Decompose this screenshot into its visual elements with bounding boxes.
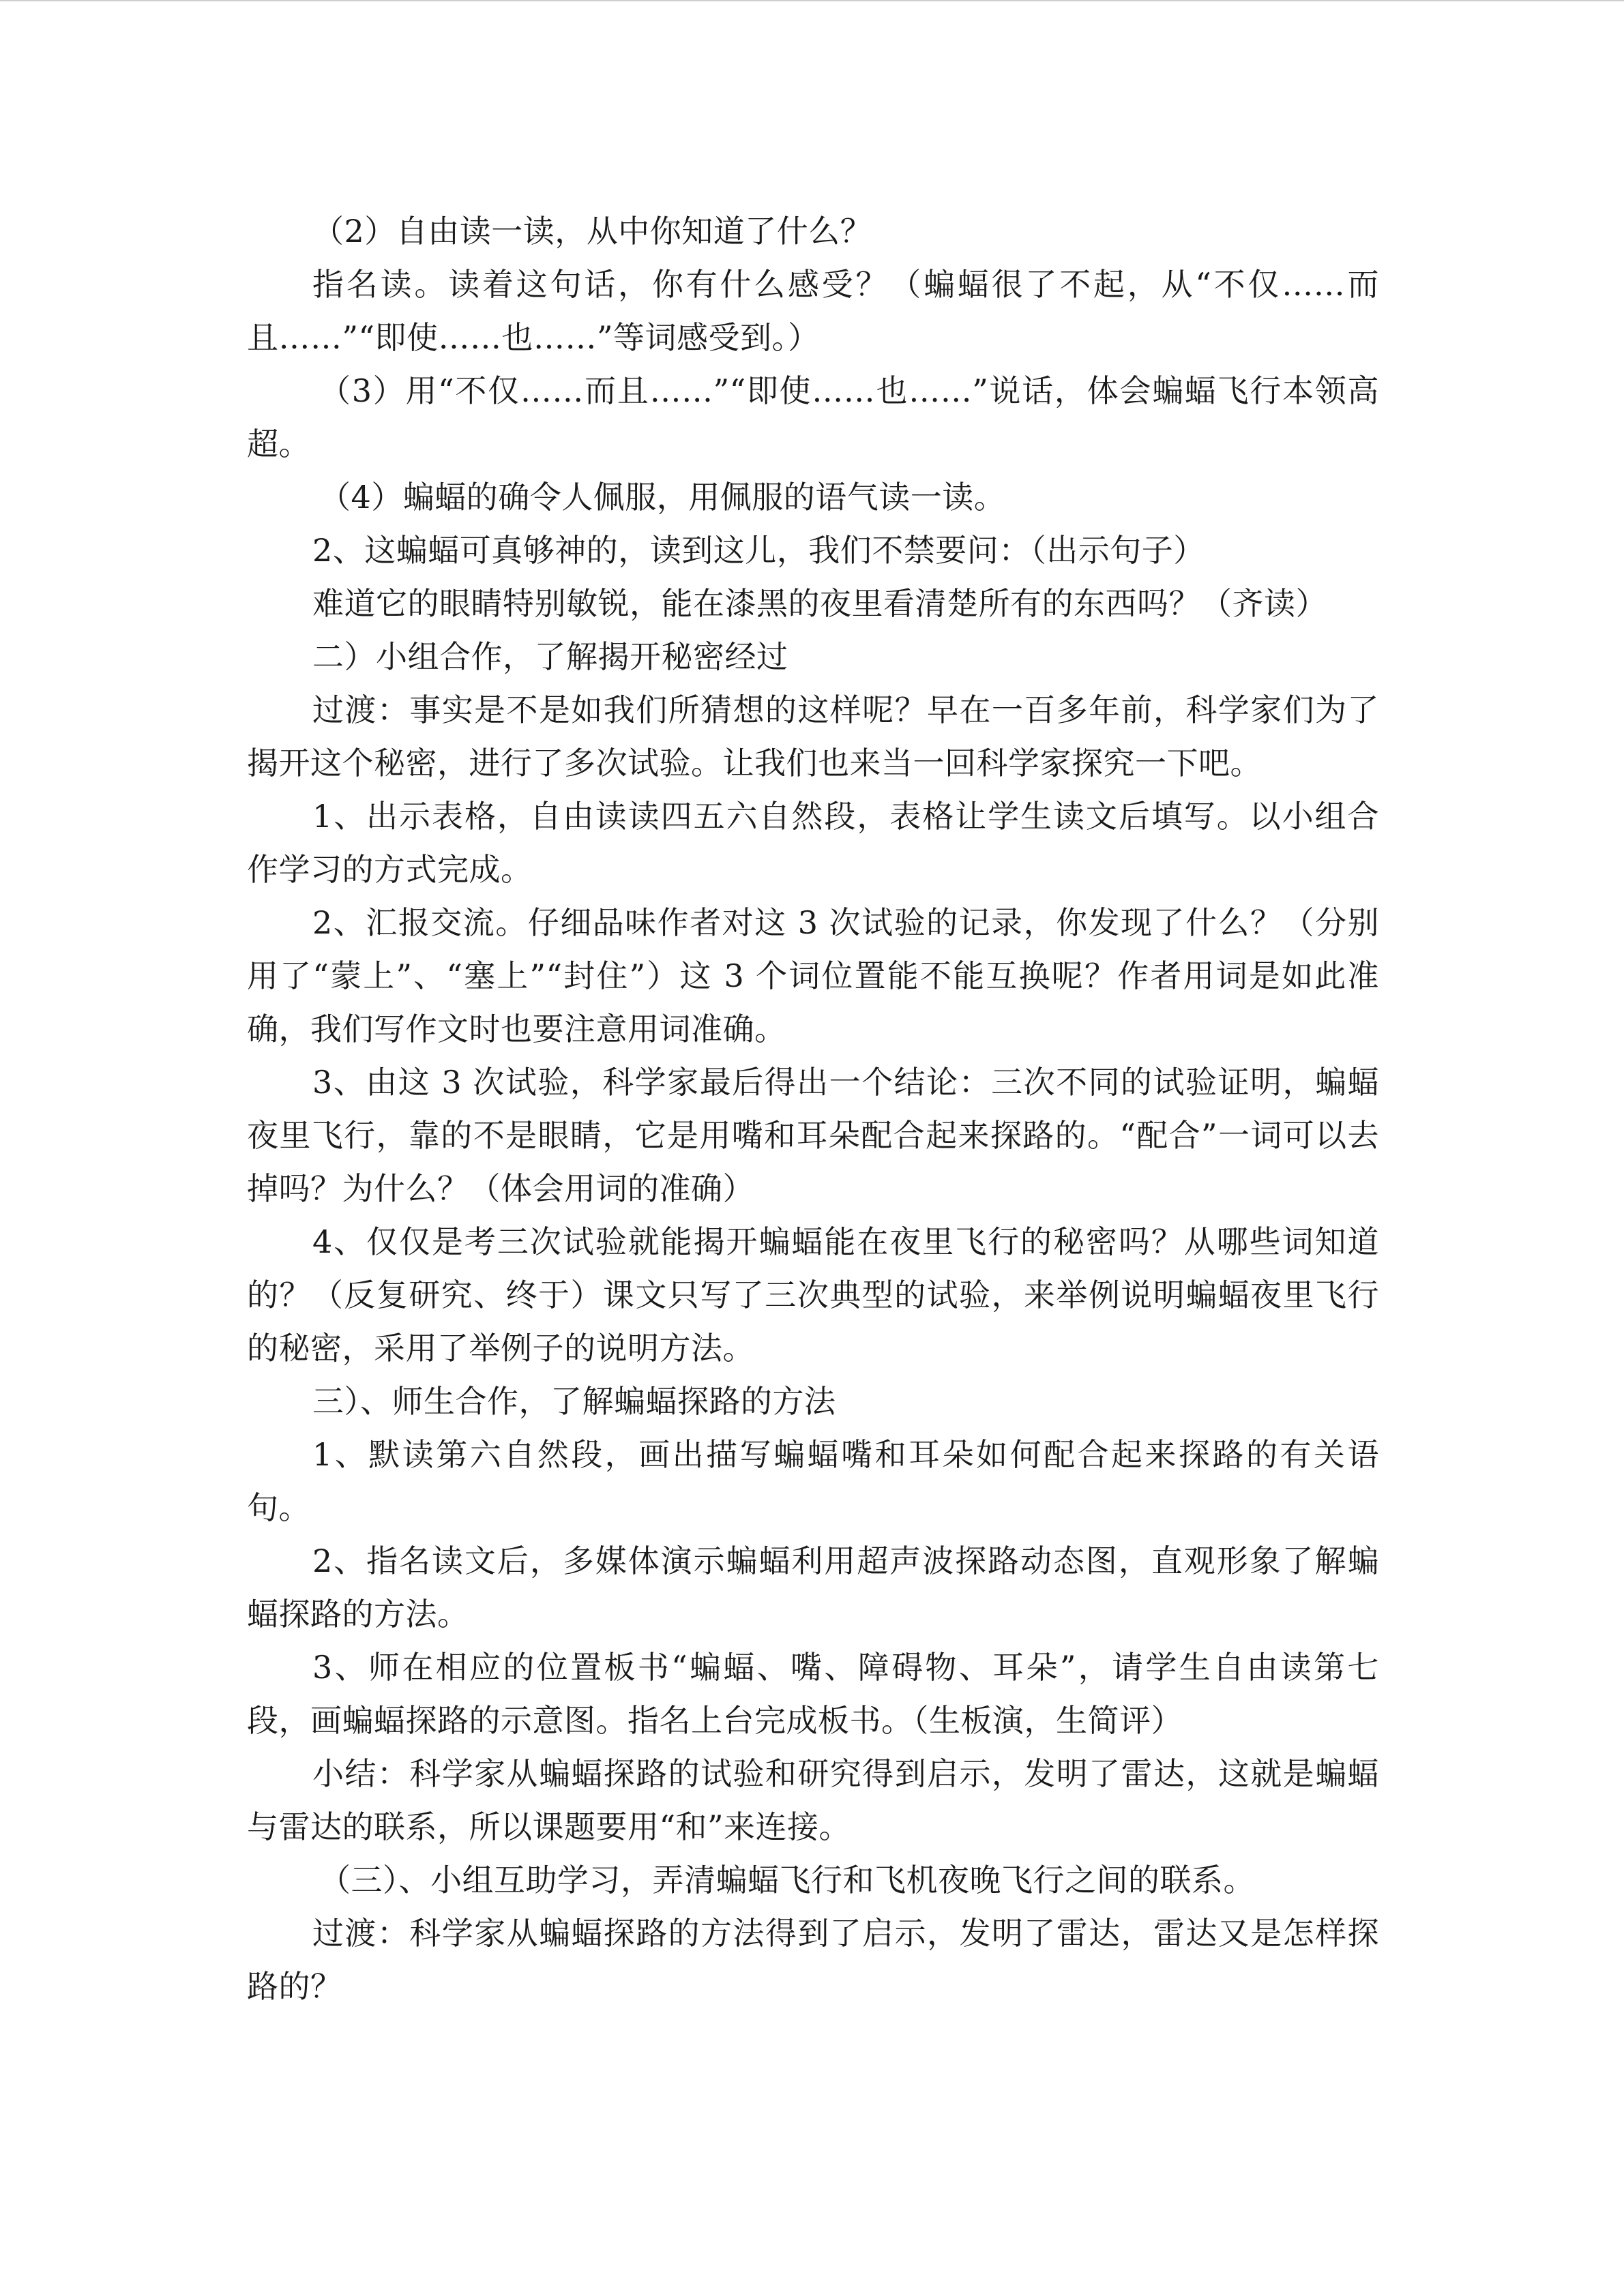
paragraph-6: 难道它的眼睛特别敏锐，能在漆黑的夜里看清楚所有的东西吗？（齐读）	[312, 585, 1327, 622]
section-heading-4: （三）、小组互助学习，弄清蝙蝠飞行和飞机夜晚飞行之间的联系。	[319, 1862, 1255, 1898]
paragraph-7: 1、出示表格，自由读读四五六自然段，表格让学生读文后填写。以小组合作学习的方式完成。	[247, 798, 1379, 888]
paragraph-summary: 小结：科学家从蝙蝠探路的试验和研究得到启示，发明了雷达，这就是蝙蝠与雷达的联系，所以课题要用“和”来连接。	[247, 1755, 1379, 1845]
paragraph-5: 2、这蝙蝠可真够神的，读到这儿，我们不禁要问：（出示句子）	[312, 532, 1205, 569]
paragraph-13: 3、师在相应的位置板书“蝙蝠、嘴、障碍物、耳朵”，请学生自由读第七段，画蝙蝠探路的示意图。指名上台完成板书。（生板演，生简评）	[247, 1649, 1379, 1739]
paragraph-8: 2、汇报交流。仔细品味作者对这 3 次试验的记录，你发现了什么？（分别用了“蒙上”、“塞上”“封住”）这 3 个词位置能不能互换呢？作者用词是如此准确，我们写作文时也要注意用词准确。	[247, 904, 1379, 1047]
section-heading-2: 二）小组合作，了解揭开秘密经过	[312, 638, 788, 675]
paragraph-10: 4、仅仅是考三次试验就能揭开蝙蝠能在夜里飞行的秘密吗？从哪些词知道的？（反复研究、终于）课文只写了三次典型的试验，来举例说明蝙蝠夜里飞行的秘密，采用了举例子的说明方法。	[247, 1223, 1379, 1367]
top-border-line	[0, 0, 1624, 1]
document-body	[247, 205, 1379, 2013]
paragraph-3: （3）用“不仅……而且……”“即使……也……”说话，体会蝙蝠飞行本领高超。	[247, 372, 1379, 462]
paragraph-transition-2: 过渡：科学家从蝙蝠探路的方法得到了启示，发明了雷达，雷达又是怎样探路的？	[247, 1915, 1379, 2005]
paragraph-transition-1: 过渡：事实是不是如我们所猜想的这样呢？早在一百多年前，科学家们为了揭开这个秘密，进行了多次试验。让我们也来当一回科学家探究一下吧。	[247, 691, 1379, 781]
paragraph-1: （2）自由读一读，从中你知道了什么？	[312, 213, 872, 250]
paragraph-12: 2、指名读文后，多媒体演示蝙蝠利用超声波探路动态图，直观形象了解蝙蝠探路的方法。	[247, 1542, 1379, 1632]
paragraph-11: 1、默读第六自然段，画出描写蝙蝠嘴和耳朵如何配合起来探路的有关语句。	[247, 1436, 1379, 1526]
paragraph-9: 3、由这 3 次试验，科学家最后得出一个结论：三次不同的试验证明，蝙蝠夜里飞行，靠的不是眼睛，它是用嘴和耳朵配合起来探路的。“配合”一词可以去掉吗？为什么？（体会用词的准确）	[247, 1064, 1379, 1207]
paragraph-4: （4）蝙蝠的确令人佩服，用佩服的语气读一读。	[319, 479, 1006, 516]
paragraph-2: 指名读。读着这句话，你有什么感受？（蝙蝠很了不起，从“不仅……而且……”“即使……也……”等词感受到。）	[247, 266, 1379, 356]
section-heading-3: 三）、师生合作，了解蝙蝠探路的方法	[312, 1383, 836, 1420]
